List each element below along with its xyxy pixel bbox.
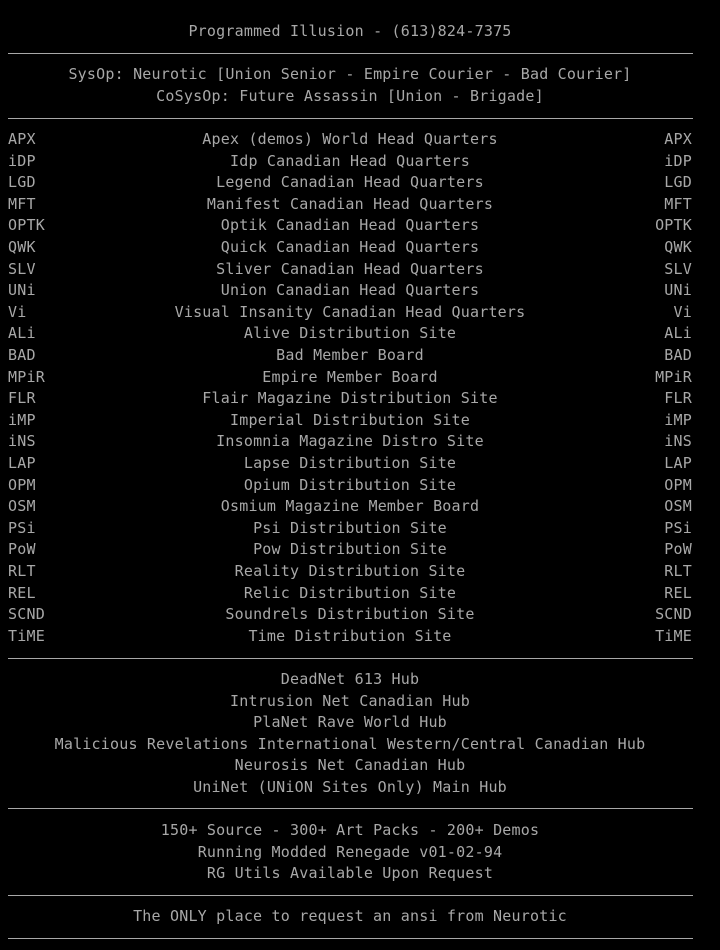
group-tag-left: BAD [8,346,36,364]
affiliation-row [0,539,700,561]
divider-rule [8,53,693,55]
hub-line: Malicious Revelations International Western/Central Canadian Hub [54,734,646,753]
group-tag-left: iDP [8,151,36,170]
affiliation-row [0,453,700,475]
affiliation-description: Idp Canadian Head Quarters [230,151,470,170]
affiliation-row [0,215,700,237]
sysop-line: SysOp: Neurotic [Union Senior - Empire Courier - Bad Courier] [68,65,632,83]
affiliation-row [0,583,700,605]
group-tag-left: OPM [8,475,36,494]
group-tag-right: MFT [664,194,692,213]
affiliation-description: Pow Distribution Site [253,540,447,559]
group-tag-left: TiME [8,626,45,645]
hub-line: UniNet (UNiON Sites Only) Main Hub [193,777,507,796]
group-tag-right: LAP [664,454,692,472]
group-tag-left: RLT [8,562,36,580]
affiliation-description: Opium Distribution Site [243,475,457,494]
group-tag-left: MFT [8,194,36,213]
hub-line: Intrusion Net Canadian Hub [230,691,470,710]
affiliation-row [0,475,700,497]
group-tag-left: SCND [8,605,45,624]
footer-note: The ONLY place to request an ansi from Neurotic [133,907,567,925]
feature-line: 150+ Source - 300+ Art Packs - 200+ Demos [160,821,540,839]
group-tag-left: PoW [8,540,36,559]
cosysop-line: CoSysOp: Future Assassin [Union - Brigade] [156,87,544,105]
group-tag-right: APX [664,130,692,148]
group-tag-right: PSi [664,518,692,537]
group-tag-right: OPTK [655,216,692,235]
group-tag-right: PoW [664,540,692,559]
group-tag-left: PSi [8,518,36,537]
group-tag-right: ALi [664,324,692,343]
affiliation-description: Insomnia Magazine Distro Site [216,432,484,451]
affiliation-row [0,194,700,216]
group-tag-left: ALi [8,324,36,343]
group-tag-left: FLR [8,389,36,408]
group-tag-left: SLV [8,259,36,278]
divider-rule [8,895,693,897]
group-tag-right: SCND [655,605,692,624]
group-tag-right: SLV [664,259,692,278]
group-tag-right: UNi [664,281,692,300]
affiliation-description: Union Canadian Head Quarters [220,281,480,300]
affiliation-row [0,151,700,173]
group-tag-left: QWK [8,238,36,256]
affiliation-description: Bad Member Board [276,346,424,364]
affiliation-description: Sliver Canadian Head Quarters [216,259,484,278]
group-tag-right: MPiR [655,367,692,386]
affiliation-description: Reality Distribution Site [234,562,466,580]
group-tag-right: RLT [664,562,692,580]
affiliation-description: Psi Distribution Site [253,518,447,537]
group-tag-right: iNS [664,432,692,451]
affiliation-description: Imperial Distribution Site [230,410,470,429]
group-tag-left: LAP [8,454,36,472]
hub-line: DeadNet 613 Hub [280,670,420,688]
affiliation-row [0,431,700,453]
group-tag-left: APX [8,130,36,148]
group-tag-left: REL [8,583,36,602]
affiliation-description: Manifest Canadian Head Quarters [206,194,494,213]
affiliation-row [0,237,700,259]
affiliation-description: Osmium Magazine Member Board [220,497,480,516]
affiliation-description: Optik Canadian Head Quarters [220,216,480,235]
divider-rule [8,118,693,120]
affiliation-row [0,280,700,302]
affiliation-row [0,302,700,324]
affiliation-description: Alive Distribution Site [243,324,457,343]
group-tag-left: iNS [8,432,36,451]
affiliation-row [0,518,700,540]
group-tag-left: UNi [8,281,36,300]
bbs-title: Programmed Illusion - (613)824-7375 [188,22,512,40]
group-tag-left: OPTK [8,216,45,235]
group-tag-right: FLR [664,389,692,408]
affiliation-row [0,129,700,151]
affiliation-row [0,259,700,281]
affiliation-description: Relic Distribution Site [243,583,457,602]
affiliation-description: Quick Canadian Head Quarters [220,238,480,256]
group-tag-left: Vi [8,302,27,321]
affiliation-description: Soundrels Distribution Site [225,605,475,624]
affiliation-row [0,496,700,518]
group-tag-left: OSM [8,497,36,516]
affiliation-description: Visual Insanity Canadian Head Quarters [174,302,526,321]
group-tag-right: iDP [664,151,692,170]
divider-rule [8,658,693,660]
affiliation-description: Empire Member Board [262,367,438,386]
affiliation-row [0,561,700,583]
feature-line: RG Utils Available Upon Request [206,864,494,882]
group-tag-left: LGD [8,173,36,192]
group-tag-right: Vi [673,302,692,321]
group-tag-right: OPM [664,475,692,494]
hub-line: PlaNet Rave World Hub [253,713,447,731]
group-tag-right: TiME [655,626,692,645]
group-tag-left: iMP [8,410,36,429]
affiliation-row [0,367,700,389]
affiliation-row [0,626,700,648]
affiliation-description: Time Distribution Site [248,626,452,645]
group-tag-right: QWK [664,238,692,256]
affiliation-description: Lapse Distribution Site [243,454,457,472]
group-tag-right: REL [664,583,692,602]
group-tag-right: OSM [664,497,692,516]
divider-rule [8,808,693,810]
affiliation-row [0,410,700,432]
affiliation-description: Apex (demos) World Head Quarters [202,130,498,148]
divider-rule [8,938,693,940]
group-tag-right: BAD [664,346,692,364]
feature-line: Running Modded Renegade v01-02-94 [197,842,503,861]
affiliation-row [0,604,700,626]
group-tag-right: LGD [664,173,692,192]
affiliation-row [0,345,700,367]
affiliation-row [0,323,700,345]
group-tag-left: MPiR [8,367,45,386]
affiliation-description: Flair Magazine Distribution Site [202,389,498,408]
affiliation-row [0,172,700,194]
affiliation-description: Legend Canadian Head Quarters [216,173,484,192]
group-tag-right: iMP [664,410,692,429]
affiliation-row [0,388,700,410]
hub-line: Neurosis Net Canadian Hub [234,756,466,774]
